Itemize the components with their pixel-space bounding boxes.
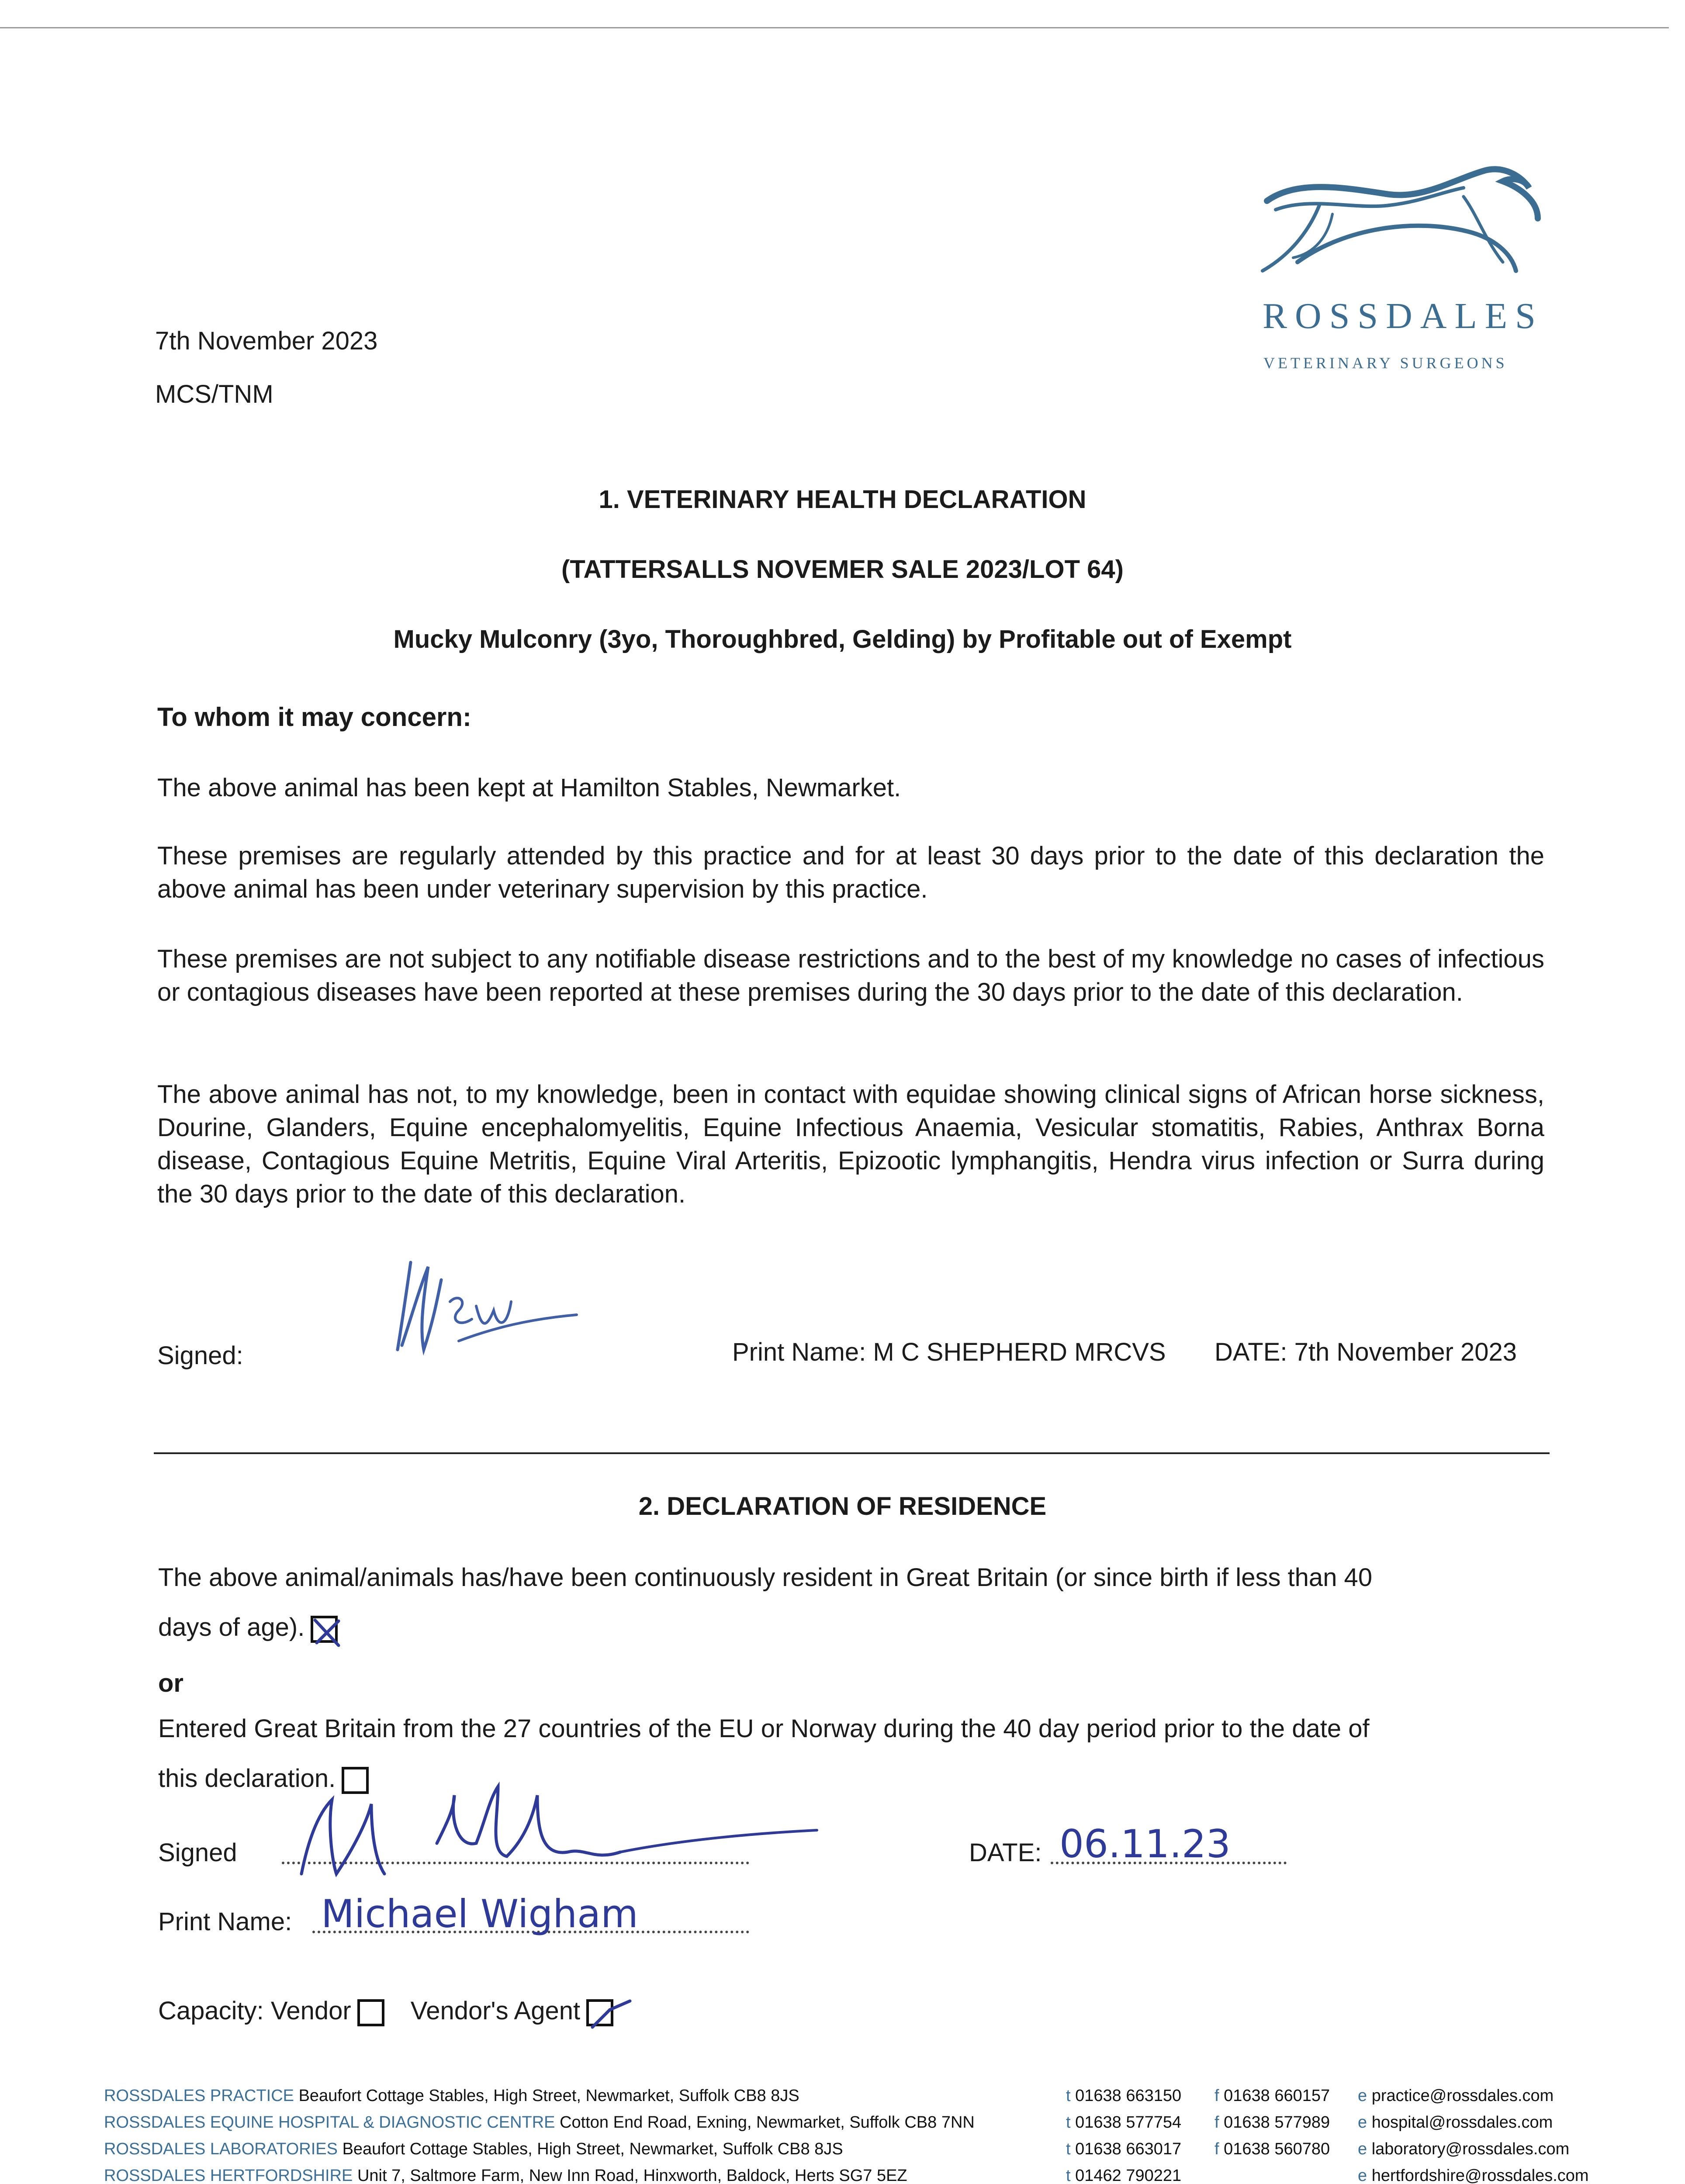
horse-logo-icon [1258, 162, 1555, 301]
footer-practice-address: Beaufort Cottage Stables, High Street, Newmarket, Suffolk CB8 8JS [298, 2087, 799, 2105]
residence-option2-line1: Entered Great Britain from the 27 countries of the EU or Norway during the 40 day period prior to the date of [158, 1714, 1370, 1743]
vendor-print-name-value: Michael Wigham [321, 1891, 638, 1936]
capacity-vendor-label: Capacity: Vendor [158, 1997, 351, 2025]
vendor-date-label: DATE: [969, 1838, 1042, 1867]
footer-laboratories-address: Beaufort Cottage Stables, High Street, Newmarket, Suffolk CB8 8JS [342, 2140, 843, 2158]
footer-row-hertfordshire [104, 2167, 907, 2184]
residence-option1-line2: days of age). [158, 1613, 305, 1641]
footer-fax-laboratories: f 01638 560780 [1214, 2140, 1330, 2158]
footer-tel-laboratories: t 01638 663017 [1066, 2140, 1182, 2158]
footer-fax-practice: f 01638 660157 [1214, 2087, 1330, 2105]
footer-hospital-address: Cotton End Road, Exning, Newmarket, Suffolk CB8 7NN [560, 2113, 975, 2132]
resident-gb-checkbox[interactable] [311, 1616, 338, 1643]
footer-email-practice[interactable]: e practice@rossdales.com [1358, 2087, 1554, 2105]
paragraph-supervision: These premises are regularly attended by this practice and for at least 30 days prior to the date of this declaration the above animal has been under veterinary supervision by this practice. [157, 842, 1544, 903]
rossdales-logo [1258, 162, 1555, 380]
capacity-row [158, 1995, 613, 2027]
footer-tel-practice: t 01638 663150 [1066, 2087, 1182, 2105]
vendor-date-value: 06.11.23 [1059, 1821, 1231, 1866]
vendor-print-name-label: Print Name: [158, 1908, 292, 1936]
footer-fax-hospital: f 01638 577989 [1214, 2113, 1330, 2132]
checkbox-tick-icon [586, 1997, 634, 2032]
letter-date: 7th November 2023 [155, 327, 378, 355]
scan-edge-line [0, 27, 1669, 28]
paragraph-premises: These premises are not subject to any notifiable disease restrictions and to the best of my knowledge no cases of infectious or contagious diseases have been reported at these premises during the 30 days prior to the date of this declaration. [157, 945, 1544, 1006]
footer-email-hospital[interactable]: e hospital@rossdales.com [1358, 2113, 1553, 2132]
footer-row-laboratories [104, 2140, 843, 2159]
vendors-agent-label: Vendor's Agent [410, 1997, 581, 2025]
logo-name: ROSSDALES [1263, 296, 1543, 336]
vet-print-name: Print Name: M C SHEPHERD MRCVS [732, 1338, 1166, 1366]
footer-email-laboratories[interactable]: e laboratory@rossdales.com [1358, 2140, 1570, 2158]
vendors-agent-checkbox[interactable] [586, 1999, 613, 2026]
residence-declaration-title: 2. DECLARATION OF RESIDENCE [638, 1492, 1047, 1521]
footer-hertfordshire-name: ROSSDALES HERTFORDSHIRE [104, 2167, 353, 2184]
footer-tel-hertfordshire: t 01462 790221 [1066, 2167, 1182, 2184]
footer-hertfordshire-address: Unit 7, Saltmore Farm, New Inn Road, Hinxworth, Baldock, Herts SG7 5EZ [357, 2167, 907, 2184]
footer-laboratories-name: ROSSDALES LABORATORIES [104, 2140, 338, 2158]
vendor-signature [271, 1773, 839, 1887]
section-divider [154, 1452, 1550, 1454]
footer-row-hospital [104, 2113, 975, 2132]
salutation: To whom it may concern: [157, 702, 471, 732]
vet-declaration-date: DATE: 7th November 2023 [1214, 1338, 1517, 1366]
footer-email-hertfordshire[interactable]: e hertfordshire@rossdales.com [1358, 2167, 1589, 2184]
paragraph-kept-at: The above animal has been kept at Hamilton Stables, Newmarket. [157, 774, 901, 802]
letter-reference: MCS/TNM [155, 380, 273, 408]
vet-signature [371, 1254, 590, 1367]
residence-option2-line2: this declaration. [158, 1764, 336, 1793]
footer-hospital-name: ROSSDALES EQUINE HOSPITAL & DIAGNOSTIC CENTRE [104, 2113, 555, 2132]
vendor-signed-label: Signed [158, 1838, 237, 1867]
residence-option1-line2-row [158, 1612, 338, 1644]
footer-tel-hospital: t 01638 577754 [1066, 2113, 1182, 2132]
health-declaration-title: 1. VETERINARY HEALTH DECLARATION [599, 485, 1086, 514]
paragraph-diseases: The above animal has not, to my knowledge, been in contact with equidae showing clinical signs of African horse sickness, Dourine, Glanders, Equine encephalomyelitis, Equine Infectious Anaemia, Vesicular stomatitis, Rabies, Anthrax Borna disease, Contagious Equine Metritis, Equine Viral Arteritis, Epizootic lymphangitis, Hendra virus infection or Surra during the 30 days prior to the date of this declaration. [157, 1080, 1544, 1208]
checkbox-cross-icon [310, 1615, 345, 1650]
sale-lot-subtitle: (TATTERSALLS NOVEMER SALE 2023/LOT 64) [561, 555, 1124, 584]
footer-practice-name: ROSSDALES PRACTICE [104, 2087, 294, 2105]
vet-signed-label: Signed: [157, 1341, 243, 1370]
residence-option1-line1: The above animal/animals has/have been continuously resident in Great Britain (or since birth if less than 40 [158, 1563, 1373, 1592]
vendor-checkbox[interactable] [357, 1999, 384, 2026]
or-label: or [158, 1669, 183, 1697]
logo-tagline: VETERINARY SURGEONS [1263, 354, 1508, 372]
footer-row-practice [104, 2087, 799, 2105]
animal-description: Mucky Mulconry (3yo, Thoroughbred, Gelding) by Profitable out of Exempt [393, 625, 1292, 653]
